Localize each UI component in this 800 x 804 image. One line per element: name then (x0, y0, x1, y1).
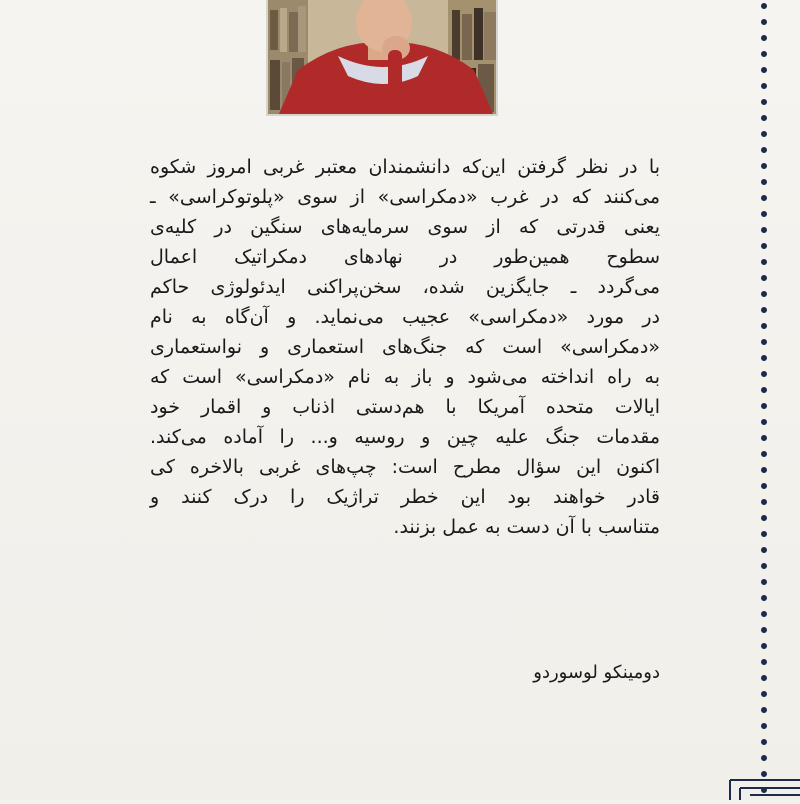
paragraph-line: با در نظر گرفتن این‌که دانشمندان معتبر غربی امروز شکوه (150, 156, 660, 178)
border-dot (761, 339, 767, 345)
border-dot (761, 467, 767, 473)
border-dot (761, 403, 767, 409)
border-dot (761, 371, 767, 377)
border-dot (761, 531, 767, 537)
border-dot (761, 499, 767, 505)
border-dot (761, 579, 767, 585)
back-cover-paragraph (150, 152, 660, 542)
border-dot (761, 211, 767, 217)
border-dot (761, 627, 767, 633)
border-dot (761, 387, 767, 393)
border-dot (761, 323, 767, 329)
border-dot (761, 723, 767, 729)
border-dot (761, 563, 767, 569)
border-dot (761, 435, 767, 441)
border-dot (761, 483, 767, 489)
paragraph-line: در مورد «دمکراسی» عجیب می‌نماید. و آن‌گاه به نام (150, 306, 660, 328)
border-dot (761, 19, 767, 25)
border-dot (761, 67, 767, 73)
border-dot (761, 707, 767, 713)
border-dot (761, 547, 767, 553)
border-dot (761, 307, 767, 313)
border-dot (761, 147, 767, 153)
border-dot (761, 691, 767, 697)
paragraph-line: می‌گردد ـ جایگزین شده، سخن‌پراکنی ایدئولوژی حاکم (150, 276, 660, 298)
border-dot (761, 163, 767, 169)
border-dot (761, 243, 767, 249)
border-dot (761, 275, 767, 281)
border-dot (761, 195, 767, 201)
paragraph-line: یعنی قدرتی که از سوی سرمایه‌های سنگین در کلیه‌ی (150, 216, 660, 238)
border-dot (761, 659, 767, 665)
border-dot (761, 115, 767, 121)
border-dot (761, 739, 767, 745)
border-dot (761, 51, 767, 57)
paragraph-line: «دمکراسی» است که جنگ‌های استعماری و نواستعماری (150, 336, 660, 358)
border-dot (761, 83, 767, 89)
border-dot (761, 355, 767, 361)
border-dot (761, 3, 767, 9)
author-photo (266, 0, 498, 116)
border-dot (761, 179, 767, 185)
paragraph-line: سطوح همین‌طور در نهادهای دمکراتیک اعمال (150, 246, 660, 268)
dotted-border (760, 0, 768, 800)
border-dot (761, 35, 767, 41)
border-dot (761, 755, 767, 761)
paragraph-line: ایالات متحده آمریکا با هم‌دستی اذناب و اقمار خود (150, 396, 660, 418)
border-dot (761, 451, 767, 457)
paragraph-line: به راه انداخته می‌شود و باز به نام «دمکراسی» است که (150, 366, 660, 388)
border-dot (761, 515, 767, 521)
border-dot (761, 595, 767, 601)
border-dot (761, 131, 767, 137)
border-dot (761, 227, 767, 233)
paragraph-line: می‌کنند که در غرب «دمکراسی» از سوی «پلوتوکراسی» ـ (150, 186, 660, 208)
border-dot (761, 675, 767, 681)
border-dot (761, 643, 767, 649)
paragraph-line: مقدمات جنگ علیه چین و روسیه و... را آماده می‌کند. (150, 426, 660, 448)
border-dot (761, 419, 767, 425)
spine-edge-lines (720, 770, 800, 800)
author-name: دومینکو لوسوردو (533, 662, 660, 683)
border-dot (761, 99, 767, 105)
paragraph-line: قادر خواهند بود این خطر تراژیک را درک کنند و (150, 486, 660, 508)
paragraph-line: اکنون این سؤال مطرح است: چپ‌های غربی بالاخره کی (150, 456, 660, 478)
paragraph-line: متناسب با آن دست به عمل بزنند. (393, 516, 660, 538)
border-dot (761, 259, 767, 265)
border-dot (761, 611, 767, 617)
border-dot (761, 291, 767, 297)
